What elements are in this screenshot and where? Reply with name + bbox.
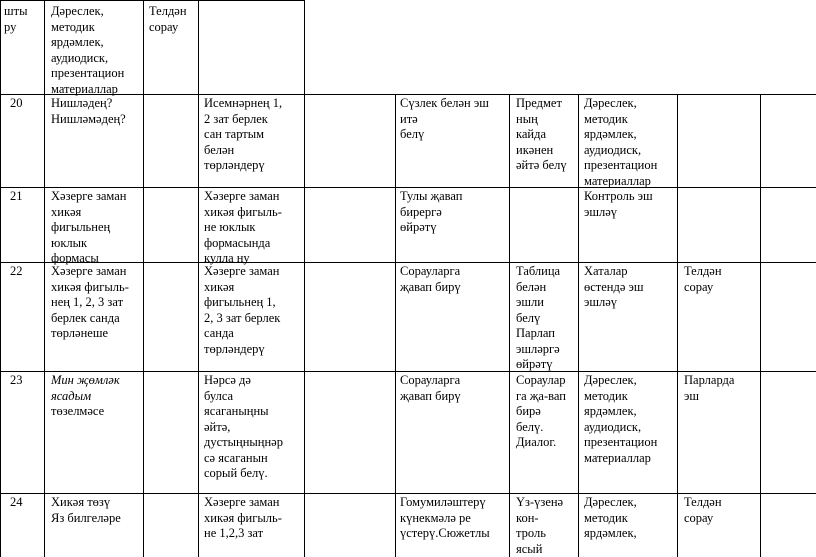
table-cell: 21 bbox=[10, 189, 23, 203]
table-cell: Таблица белән эшли белү Парлап эшләргә өйрәтү bbox=[516, 264, 561, 371]
table-cell: Хәзерге заман хикәя фигыльнең 1, 2, 3 зат берлек санда төрләндерү bbox=[204, 264, 281, 356]
table-cell: 24 bbox=[10, 495, 23, 509]
table-cell: Контроль эш эшләү bbox=[584, 189, 653, 219]
row-divider bbox=[0, 493, 816, 494]
row-divider bbox=[0, 371, 816, 372]
column-divider bbox=[143, 0, 144, 557]
table-cell: Үз-үзенә кон- троль ясый bbox=[516, 495, 564, 556]
column-divider bbox=[44, 0, 45, 557]
table-cell: 23 bbox=[10, 373, 23, 387]
table-cell: Телдән сорау bbox=[149, 4, 187, 34]
table-cell: Тулы җавап бирергә өйрәтү bbox=[400, 189, 463, 234]
column-divider bbox=[304, 0, 305, 557]
column-divider bbox=[578, 94, 579, 557]
table-cell: Сүзлек белән эш итә белү bbox=[400, 96, 489, 141]
table-cell: Телдән сорау bbox=[684, 264, 722, 294]
table-cell: Парларда эш bbox=[684, 373, 735, 403]
column-divider bbox=[760, 94, 761, 557]
table-cell: Сораулар га җа-вап бирә белү. Диалог. bbox=[516, 373, 566, 449]
table-cell: 22 bbox=[10, 264, 23, 278]
table-cell: шты ру bbox=[4, 4, 28, 34]
table-cell: Дәреслек, методик ярдәмлек, аудиодиск, презентацион материаллар bbox=[584, 96, 658, 188]
table-cell: Дәреслек, методик ярдәмлек, аудиодиск, презентацион материаллар bbox=[51, 4, 125, 96]
row-divider bbox=[0, 187, 816, 188]
table-cell: Исемнәрнең 1, 2 зат берлек сан тартым белән төрләндерү bbox=[204, 96, 283, 172]
table-cell: Хикәя төзү Яз билгеләре bbox=[51, 495, 121, 525]
table-cell: Хәзерге заман хикәя фигыль- нең 1, 2, 3 зат берлек санда төрләнеше bbox=[51, 264, 129, 340]
table-cell: Мин җөмләк ясадым bbox=[51, 373, 120, 403]
column-divider bbox=[509, 94, 510, 557]
table-cell: Телдән сорау bbox=[684, 495, 722, 525]
table-cell: Дәреслек, методик ярдәмлек, аудиодиск, презентацион материаллар bbox=[584, 373, 658, 465]
table-cell: Сорауларга җавап бирү bbox=[400, 373, 461, 403]
column-divider bbox=[677, 94, 678, 557]
table-cell: Нәрсә дә булса ясаганыңны әйтә, дустыңныңнәр сә ясаганын сорый белү. bbox=[204, 373, 283, 480]
table-cell: Нишләдең? Нишләмәдең? bbox=[51, 96, 126, 126]
table-cell: Хәзерге заман хикәя фигыль- не 1,2,3 зат bbox=[204, 495, 282, 540]
table-cell: Хаталар өстендә эш эшләү bbox=[584, 264, 644, 309]
table-cell: 20 bbox=[10, 96, 23, 110]
table-cell: Сорауларга җавап бирү bbox=[400, 264, 461, 294]
column-divider bbox=[0, 0, 1, 557]
table-cell: Хәзерге заман хикәя фигыльнең юклык формасы bbox=[51, 189, 127, 265]
table-cell: Гомумиләштерү күнекмәлә ре үстерү.Сюжетлы bbox=[400, 495, 490, 540]
table-border-top bbox=[0, 0, 304, 1]
column-divider bbox=[198, 0, 199, 557]
table-cell: Дәреслек, методик ярдәмлек, bbox=[584, 495, 637, 540]
column-divider bbox=[395, 94, 396, 557]
table-cell: Предмет ның кайда икәнен әйтә белү bbox=[516, 96, 567, 172]
table-cell: Хәзерге заман хикәя фигыль- не юклык формасында кулла ну bbox=[204, 189, 282, 265]
table-cell: төзелмәсе bbox=[51, 404, 105, 418]
